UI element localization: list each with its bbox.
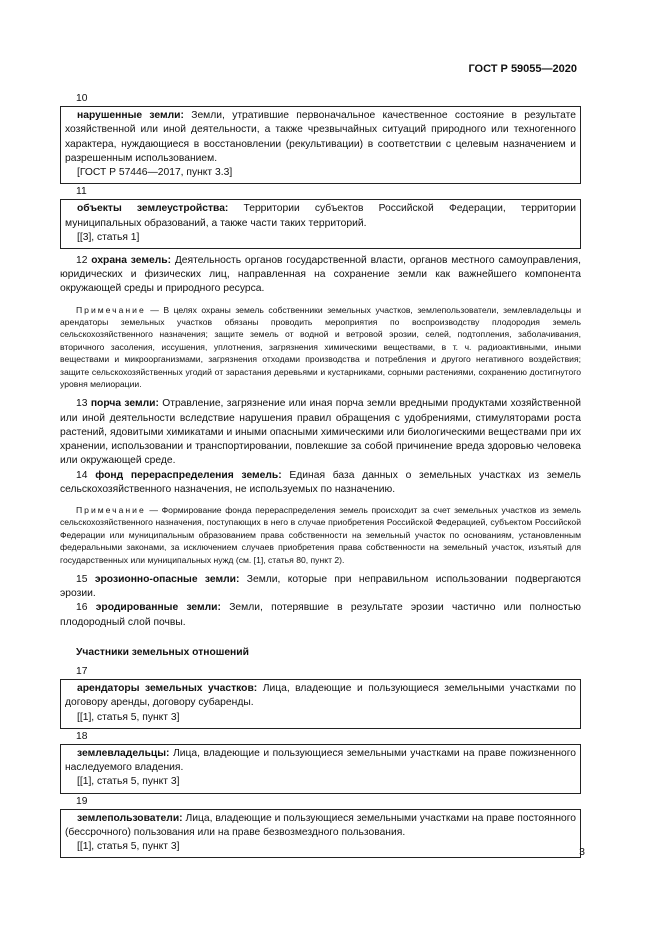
definition-text: Лица, владеющие и пользующиеся земельными участками по договору аренды, договору субаренды. <box>65 683 576 709</box>
term-reference: [[3], статья 1] <box>77 231 140 243</box>
definition-text: Территории субъектов Российской Федерации, территории муниципальных образований, а также части таких территорий. <box>65 203 576 229</box>
term-name: землевладельцы: <box>77 747 170 759</box>
paragraph-14: 14 фонд перераспределения земель: Единая база данных о земельных участках из земель сельскохозяйственного назначения, не используемых по назначению. <box>60 469 581 495</box>
definition-text: Лица, владеющие и пользующиеся земельными участками на праве постоянного (бессрочного) пользования или на праве безвозмездного пользования. <box>65 812 576 838</box>
term-name: землепользователи: <box>77 812 183 824</box>
paragraph-15: 15 эрозионно-опасные земли: Земли, которые при неправильном использовании подвергаются эрозии. <box>60 573 581 600</box>
term-name: порча земли: <box>90 398 159 410</box>
document-code: ГОСТ Р 59055—2020 <box>468 63 577 75</box>
term-definition <box>65 202 576 230</box>
term-name: эродированные земли: <box>95 602 221 614</box>
entry-number: 11 <box>76 186 87 198</box>
term-name: арендаторы земельных участков: <box>77 683 258 695</box>
page-number: 3 <box>579 846 585 858</box>
entry-number: 18 <box>76 730 88 742</box>
term-definition <box>65 109 576 166</box>
term-box <box>60 809 581 859</box>
term-name: охрана земель: <box>91 255 172 267</box>
term-name: объекты землеустройства: <box>77 203 229 215</box>
term-name: эрозионно-опасные земли: <box>94 573 240 585</box>
note-label: Примечание <box>76 504 146 515</box>
term-reference: [[1], статья 5, пункт 3] <box>77 776 180 788</box>
term-name: фонд перераспределения земель: <box>95 469 282 481</box>
entry-number: 19 <box>76 795 88 807</box>
term-box <box>60 106 581 184</box>
term-box <box>60 744 581 794</box>
term-name: нарушенные земли: <box>77 110 184 122</box>
page-body <box>60 91 581 858</box>
term-reference: [[1], статья 5, пункт 3] <box>77 711 180 723</box>
term-box <box>60 199 581 249</box>
term-box <box>60 679 581 729</box>
term-definition <box>65 682 576 710</box>
paragraph-13: 13 порча земли: Отравление, загрязнение или иная порча земли вредными продуктами хозяйственной или иной деятельности вследствие нарушения правил обращения с удобрениями, стимуляторами роста растений, ядовитыми химикатами и иными опасными химическими или биологическими веществами при их хранении, использовании и транспортировании, повлекшие за собой причинение вреда здоровью человека или окружающей среде. <box>60 398 581 467</box>
term-reference: [ГОСТ Р 57446—2017, пункт 3.3] <box>77 167 233 179</box>
section-title: Участники земельных отношений <box>76 646 249 658</box>
paragraph-12: 12 охрана земель: Деятельность органов государственной власти, органов местного самоуправления, юридических и физических лиц, направленная на сохранение земли как важнейшего компонента окружающей среды и природного ресурса. <box>60 255 581 295</box>
note-label: Примечание <box>76 304 146 315</box>
term-definition <box>65 747 576 775</box>
paragraph-16: 16 эродированные земли: Земли, потерявшие в результате эрозии частично или полностью плодородный слой почвы. <box>60 602 581 628</box>
term-definition <box>65 812 576 840</box>
term-reference: [[1], статья 5, пункт 3] <box>77 841 180 853</box>
entry-number: 10 <box>76 93 88 104</box>
definition-text: Лица, владеющие и пользующиеся земельными участками на праве пожизненного наследуемого владения. <box>65 747 576 774</box>
note-1: Примечание — В целях охраны земель собственники земельных участков, землепользователи, землевладельцы и арендаторы земельных участков обязаны проводить мероприятия по воспроизводству плодородия земель сельскохозяйственного назначения; защите земель от водной и ветровой эрозии, селей, подтопления, заболачивания, вторичного засоления, иссушения, уплотнения, загрязнения химическими веществами, в т. ч. радиоактивными, иными веществами и микроорганизмами, загрязнения отходами производства и потребления и другого негативного воздействия; защите сельскохозяйственных угодий от зарастания деревьями и кустарниками, сорными растениями, сохранению достигнутого уровня мелиорации. <box>60 304 581 390</box>
definition-text: Земли, утратившие первоначальное качественное состояние в результате хозяйственной или иной деятельности, а также чрезвычайных ситуаций природного или техногенного характера, нуждающиеся в восстановлении (рекультивации) в соответствии с целевым назначением и разрешенным использованием. <box>65 110 576 164</box>
entry-number: 17 <box>76 665 88 677</box>
note-2: Примечание — Формирование фонда перераспределения земель происходит за счет земельных участков из земель сельскохозяйственного назначения, поступающих в него в случае приобретения Российской Федерацией, субъектом Российской Федерации или муниципальным образованием права собственности на земельный участок по основаниям, установленным федеральными законами, за исключением случаев приобретения права собственности на земельный участок, изъятый для государственных или муниципальных нужд (см. [1], статья 80, пункт 2). <box>60 504 581 565</box>
